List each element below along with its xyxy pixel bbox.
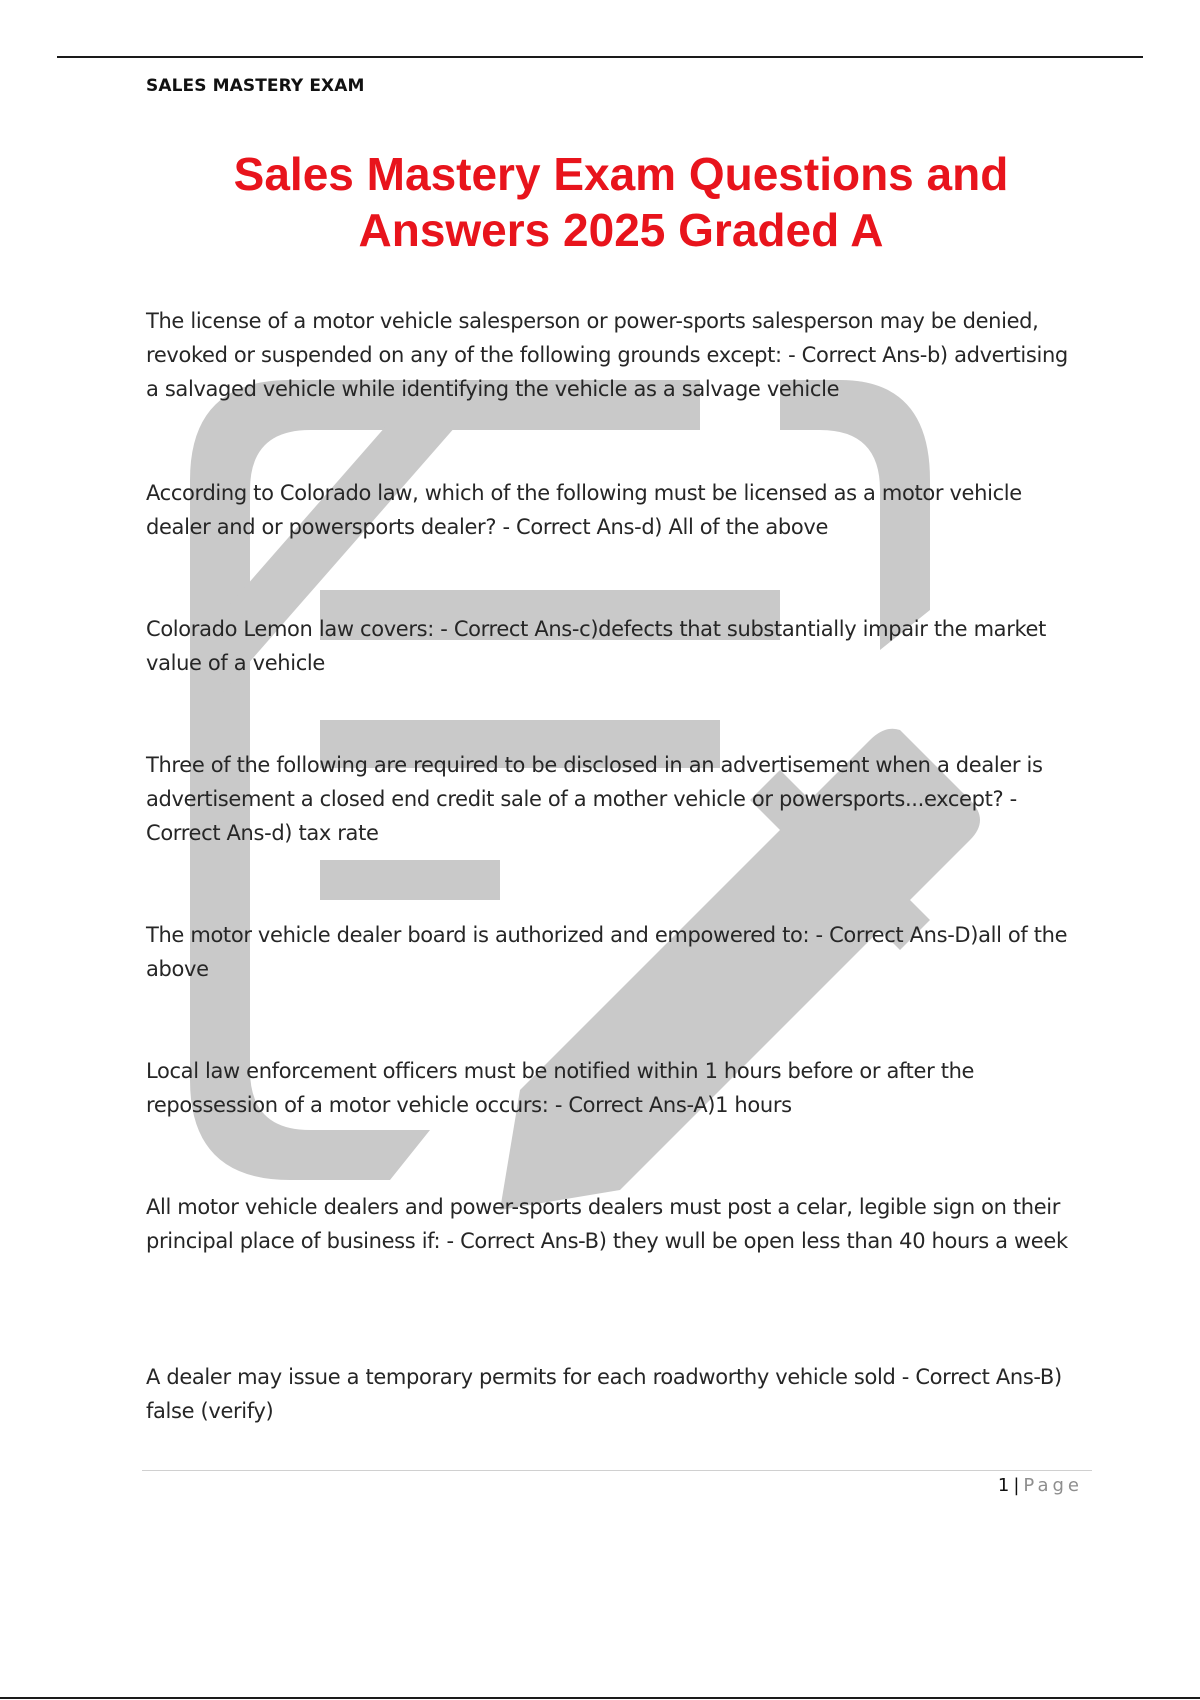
page-label: Page bbox=[1023, 1475, 1083, 1496]
title-line-1: Sales Mastery Exam Questions and bbox=[233, 148, 1009, 200]
qa-item-6: Local law enforcement officers must be notified within 1 hours before or after the repossession of a motor vehicle occurs: - Correct Ans-A)1 hours bbox=[146, 1059, 975, 1117]
document-title bbox=[146, 146, 1096, 258]
page-number-value: 1 bbox=[997, 1475, 1010, 1496]
bottom-rule bbox=[0, 1697, 1200, 1699]
qa-item-5: The motor vehicle dealer board is authorized and empowered to: - Correct Ans-D)all of the above bbox=[146, 923, 1068, 981]
qa-item-3: Colorado Lemon law covers: - Correct Ans-c)defects that substantially impair the market value of a vehicle bbox=[146, 617, 1046, 675]
qa-item-7: All motor vehicle dealers and power-sports dealers must post a celar, legible sign on their principal place of business if: - Correct Ans-B) they wull be open less than 40 hours a week bbox=[146, 1195, 1068, 1253]
qa-item-2: According to Colorado law, which of the following must be licensed as a motor vehicle dealer and or powersports dealer? - Correct Ans-d) All of the above bbox=[146, 481, 1022, 539]
title-line-2: Answers 2025 Graded A bbox=[358, 204, 884, 256]
qa-item-8: A dealer may issue a temporary permits for each roadworthy vehicle sold - Correct Ans-B) false (verify) bbox=[146, 1365, 1062, 1423]
page-number-separator: | bbox=[1013, 1475, 1020, 1496]
footer-rule bbox=[142, 1470, 1092, 1471]
qa-item-4: Three of the following are required to be disclosed in an advertisement when a dealer is advertisement a closed end credit sale of a mother vehicle or powersports...except? - Correct Ans-d) tax rate bbox=[146, 753, 1043, 845]
page-number bbox=[998, 1475, 1083, 1496]
header-label: SALES MASTERY EXAM bbox=[146, 76, 365, 96]
qa-item-1: The license of a motor vehicle salesperson or power-sports salesperson may be denied, revoked or suspended on any of the following grounds except: - Correct Ans-b) advertising a salvaged vehicle while identifying the vehicle as a salvage vehicle bbox=[146, 309, 1068, 401]
header-rule bbox=[57, 56, 1143, 58]
